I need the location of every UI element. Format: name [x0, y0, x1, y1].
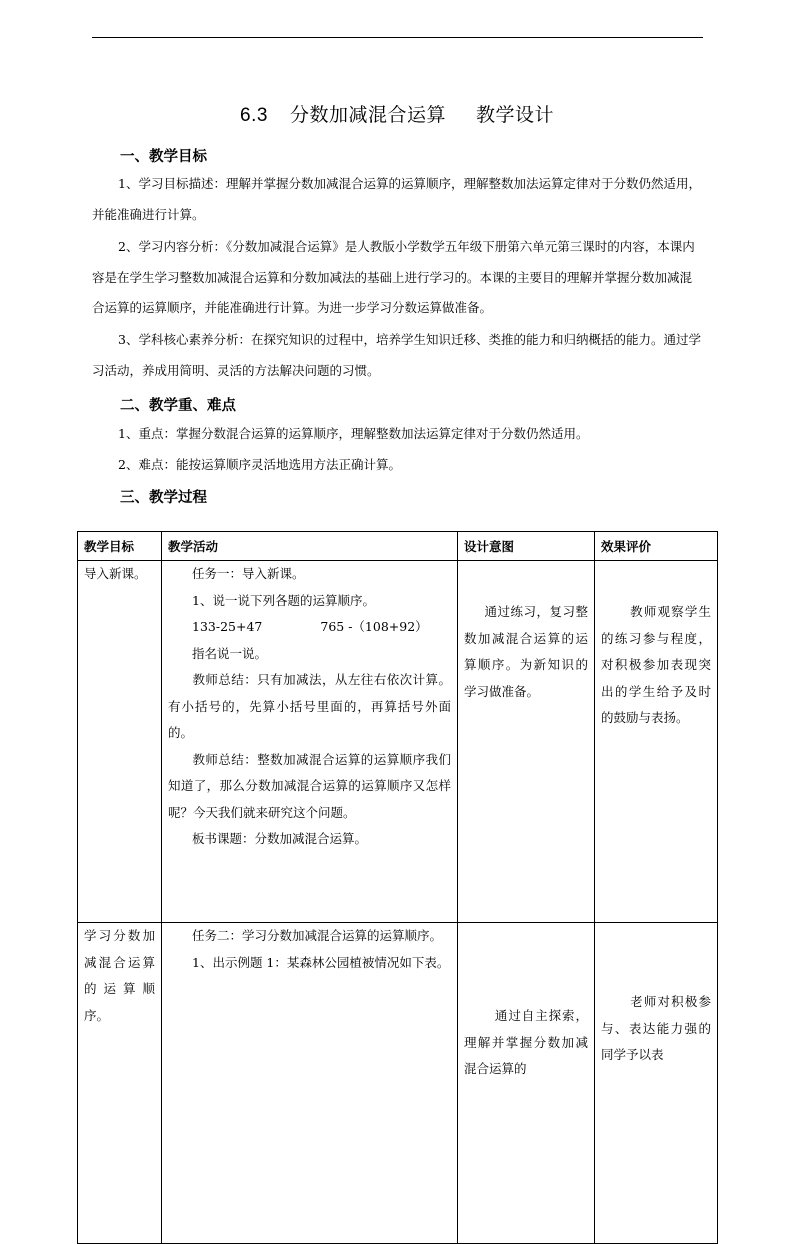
section-heading-keypoints: 二、教学重、难点: [120, 398, 236, 414]
row1-activity: [162, 561, 458, 923]
goal-paragraph-3: [92, 325, 703, 386]
table-row: [78, 923, 718, 1244]
row1-intent: [458, 561, 595, 923]
row1-goal: 导入新课。: [78, 561, 162, 923]
row1-evaluation-text: 教师观察学生的练习参与程度，对积极参加表现突出的学生给予及时的鼓励与表扬。: [601, 604, 711, 725]
table-header-row: [78, 532, 718, 561]
row2-intent-text: 通过自主探索，理解并掌握分数加减混合运算的: [464, 1008, 588, 1076]
header-activity: 教学活动: [162, 532, 458, 561]
title-number: 6.3: [240, 105, 268, 126]
goal-text-3: 3、学科核心素养分析：在探究知识的过程中，培养学生知识迁移、类推的能力和归纳概括的能力。通过学习活动，养成用简明、灵活的方法解决问题的习惯。: [92, 332, 701, 378]
row2-goal: 学习分数加减混合运算的运算顺序。: [78, 923, 162, 1244]
title-main: 分数加减混合运算: [289, 104, 446, 126]
row2-intent: [458, 923, 595, 1244]
goal-paragraph-1: [92, 169, 703, 230]
row1-activity-line5: 教师总结：整数加减混合运算的运算顺序我们知道了，那么分数加减混合运算的运算顺序又怎样呢？今天我们就来研究这个问题。: [168, 751, 451, 820]
row1-activity-line1: 任务一：导入新课。: [192, 566, 305, 581]
row1-activity-line2: 1、说一说下列各题的运算顺序。: [192, 592, 375, 608]
section-heading-goals: 一、教学目标: [120, 149, 207, 165]
table-row: [78, 561, 718, 923]
row1-activity-line6: 板书课题：分数加减混合运算。: [192, 831, 368, 846]
process-table: [77, 531, 718, 1244]
row2-activity: [162, 923, 458, 1244]
row1-evaluation: [595, 561, 718, 923]
row2-activity-line1: 任务二：学习分数加减混合运算的运算顺序。: [192, 928, 443, 943]
expression-a: 133-25+47: [192, 619, 263, 634]
section-heading-process: 三、教学过程: [120, 490, 207, 506]
row2-activity-line2: 1、出示例题 1：某森林公园植被情况如下表。: [192, 954, 450, 970]
title-sub: 教学设计: [475, 104, 554, 126]
row2-evaluation: [595, 923, 718, 1244]
header-goal: 教学目标: [78, 532, 162, 561]
goal-text-1: 1、学习目标描述：理解并掌握分数加减混合运算的运算顺序，理解整数加法运算定律对于分数仍然适用，并能准确进行计算。: [92, 176, 701, 222]
goal-text-2: 2、学习内容分析：《分数加减混合运算》是人教版小学数学五年级下册第六单元第三课时的内容，本课内容是在学生学习整数加减混合运算和分数加减法的基础上进行学习的。本课的主要目的理解并掌握分数加减混合运算的运算顺序，并能准确进行计算。为进一步学习分数运算做准备。: [92, 239, 695, 315]
row1-intent-text: 通过练习，复习整数加减混合运算的运算顺序。为新知识的学习做准备。: [464, 604, 588, 699]
row1-activity-line3: 指名说一说。: [192, 645, 268, 661]
header-intent: 设计意图: [458, 532, 595, 561]
keypoint-1: 1、重点：掌握分数混合运算的运算顺序，理解整数加法运算定律对于分数仍然适用。: [118, 426, 589, 441]
keypoint-2: 2、难点：能按运算顺序灵活地选用方法正确计算。: [118, 457, 401, 472]
header-rule: [92, 37, 703, 38]
row2-evaluation-text: 老师对积极参与、表达能力强的同学予以表: [601, 994, 711, 1062]
page-title: [0, 100, 794, 127]
header-evaluation: 效果评价: [595, 532, 718, 561]
row1-activity-line4: 教师总结：只有加减法，从左往右依次计算。有小括号的，先算小括号里面的，再算括号外面的。: [168, 672, 451, 740]
goal-paragraph-2: [92, 232, 703, 324]
expression-b: 765 -（108+92）: [320, 619, 428, 634]
